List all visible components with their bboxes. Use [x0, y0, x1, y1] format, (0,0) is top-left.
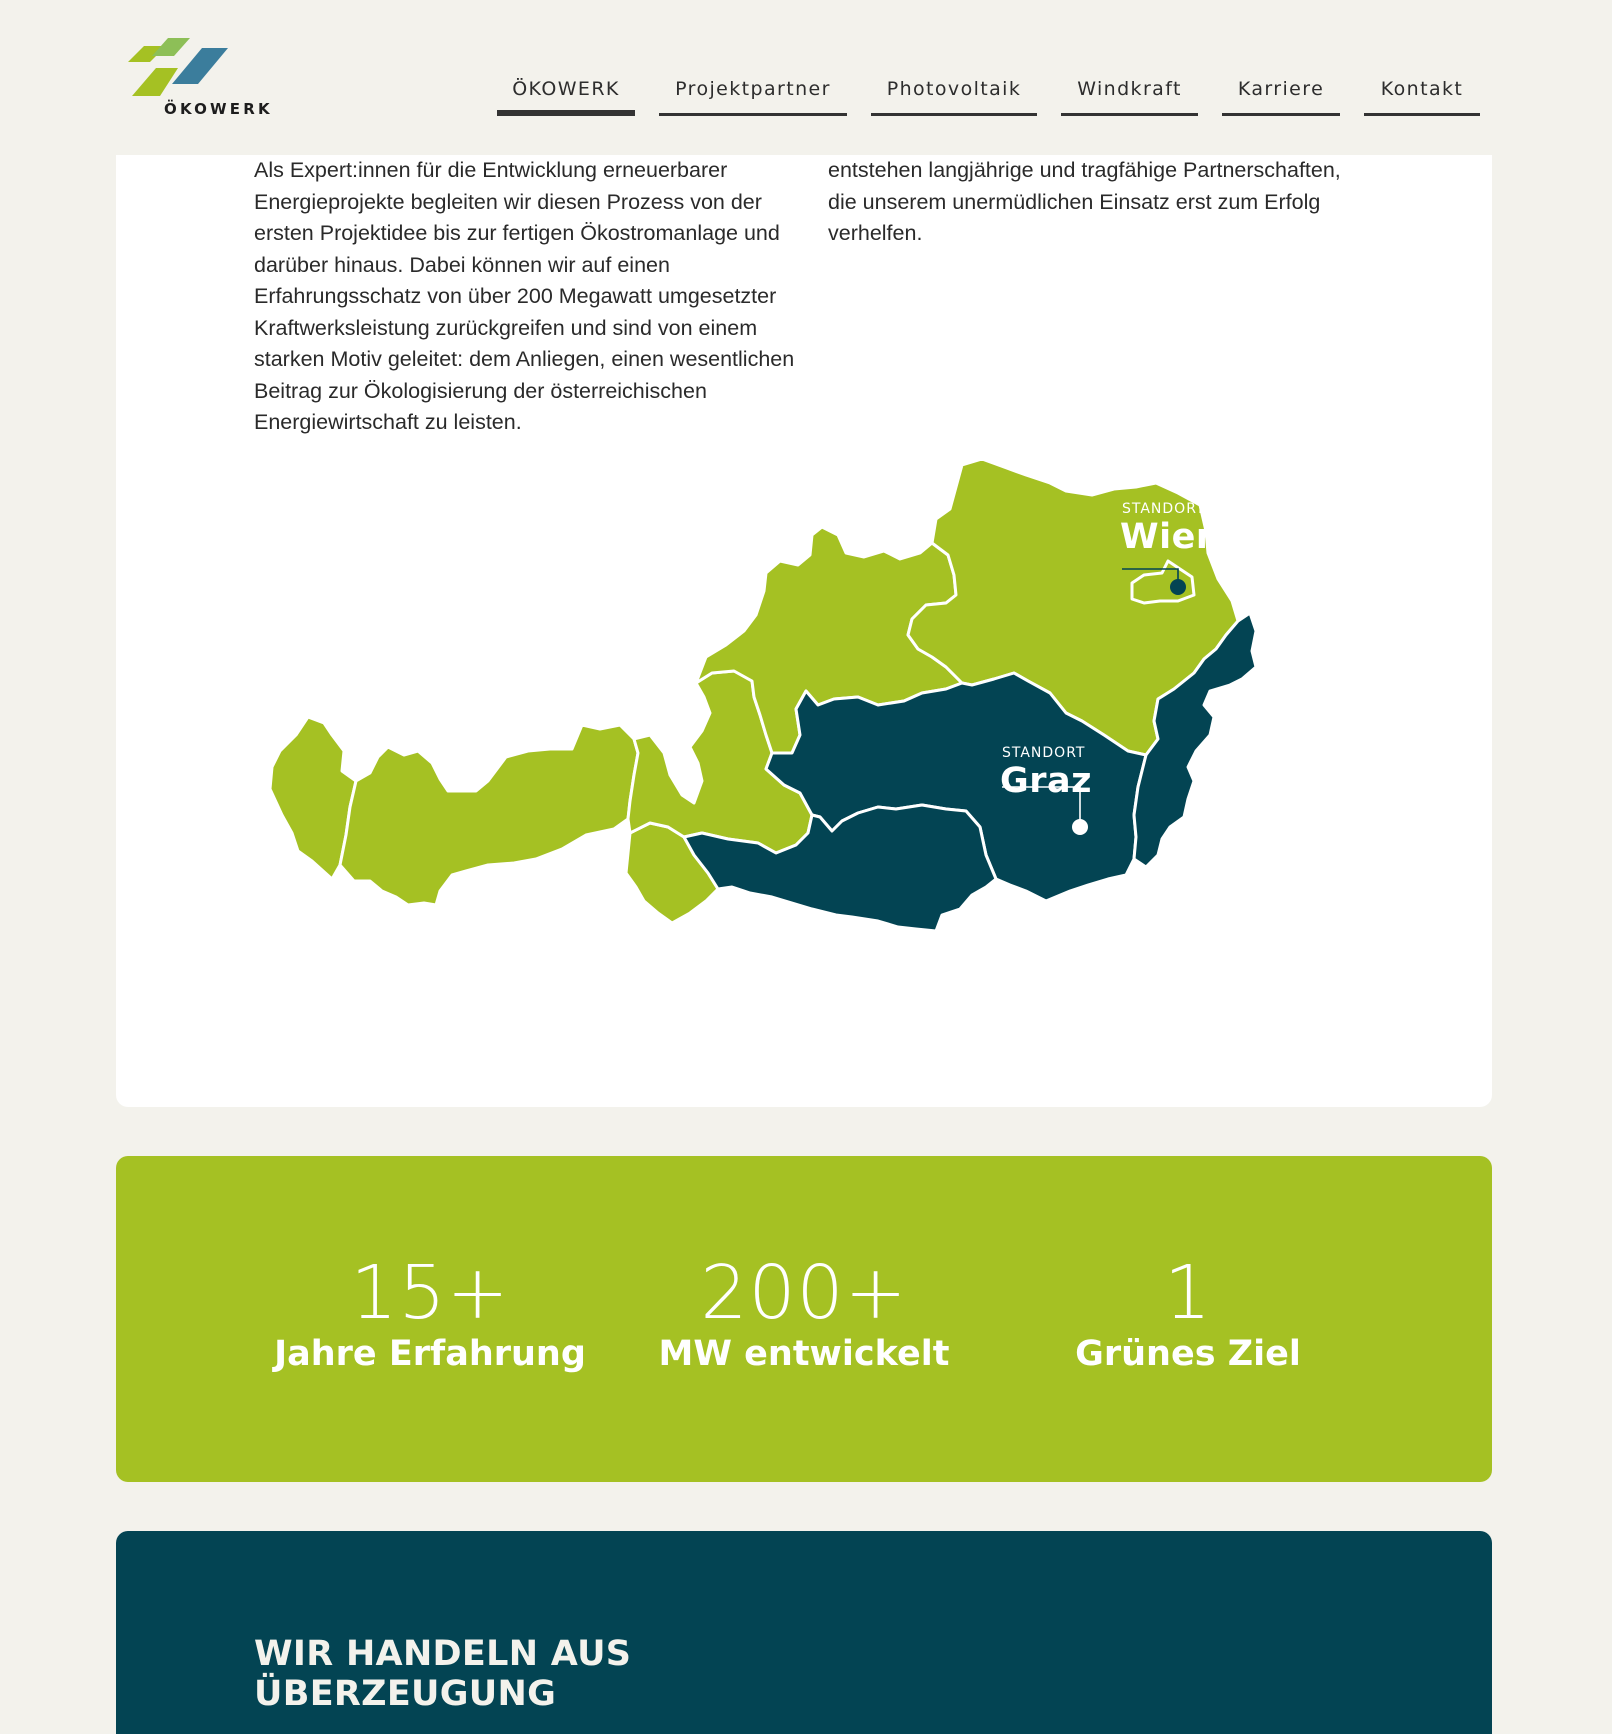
values-heading-line2: ÜBERZEUGUNG [254, 1674, 557, 1714]
graz-marker-icon [1072, 819, 1088, 835]
nav-item-photovoltaik[interactable]: Photovoltaik [871, 74, 1037, 116]
stat-experience [240, 1250, 620, 1376]
nav-item-windkraft[interactable]: Windkraft [1061, 74, 1198, 116]
stat-value: 200+ [700, 1250, 908, 1336]
stat-value: 1 [1163, 1250, 1213, 1336]
logo-wordmark: ÖKOWERK [164, 100, 273, 118]
stat-megawatt [614, 1250, 994, 1376]
wien-marker-icon [1170, 579, 1186, 595]
wien-location-prefix: STANDORT [1122, 501, 1206, 517]
graz-location-label[interactable]: Graz [1000, 761, 1092, 801]
intro-card [116, 155, 1492, 1107]
nav-item-projektpartner[interactable]: Projektpartner [659, 74, 847, 116]
stat-value: 15+ [350, 1250, 510, 1336]
values-heading [254, 1634, 854, 1714]
graz-location-prefix: STANDORT [1002, 745, 1086, 761]
values-heading-line1: WIR HANDELN AUS [254, 1634, 632, 1674]
wien-location-label[interactable]: Wien [1120, 517, 1222, 557]
intro-right-paragraph: entstehen langjährige und tragfähige Partnerschaften, die unserem unermüdlichen Einsatz erst zum Erfolg verhelfen. [828, 158, 1341, 245]
values-card [116, 1531, 1492, 1734]
main-nav [0, 74, 1612, 124]
austria-map [266, 435, 1346, 995]
stat-label: MW entwickelt [658, 1334, 950, 1374]
nav-item-oekowerk[interactable]: ÖKOWERK [497, 74, 635, 116]
stats-card [116, 1156, 1492, 1482]
intro-left-paragraph: Als Expert:innen für die Entwicklung erneuerbarer Energieprojekte begleiten wir diesen Prozess von der ersten Projektidee bis zur fertigen Ökostromanlage und darüber hinaus. Dabei können wir auf einen Erfahrungsschatz von über 200 Megawatt umgesetzter Kraftwerksleistung zurückgreifen und sind von einem starken Motiv geleitet: dem Anliegen, einen wesentlichen Beitrag zur Ökologisierung der österreichischen Energiewirtschaft zu leisten. [254, 158, 795, 434]
stat-label: Jahre Erfahrung [274, 1334, 586, 1374]
nav-item-karriere[interactable]: Karriere [1222, 74, 1340, 116]
stat-label: Grünes Ziel [1075, 1334, 1301, 1374]
nav-item-kontakt[interactable]: Kontakt [1364, 74, 1480, 116]
region-tirol [340, 725, 638, 905]
stat-goal [998, 1250, 1378, 1376]
